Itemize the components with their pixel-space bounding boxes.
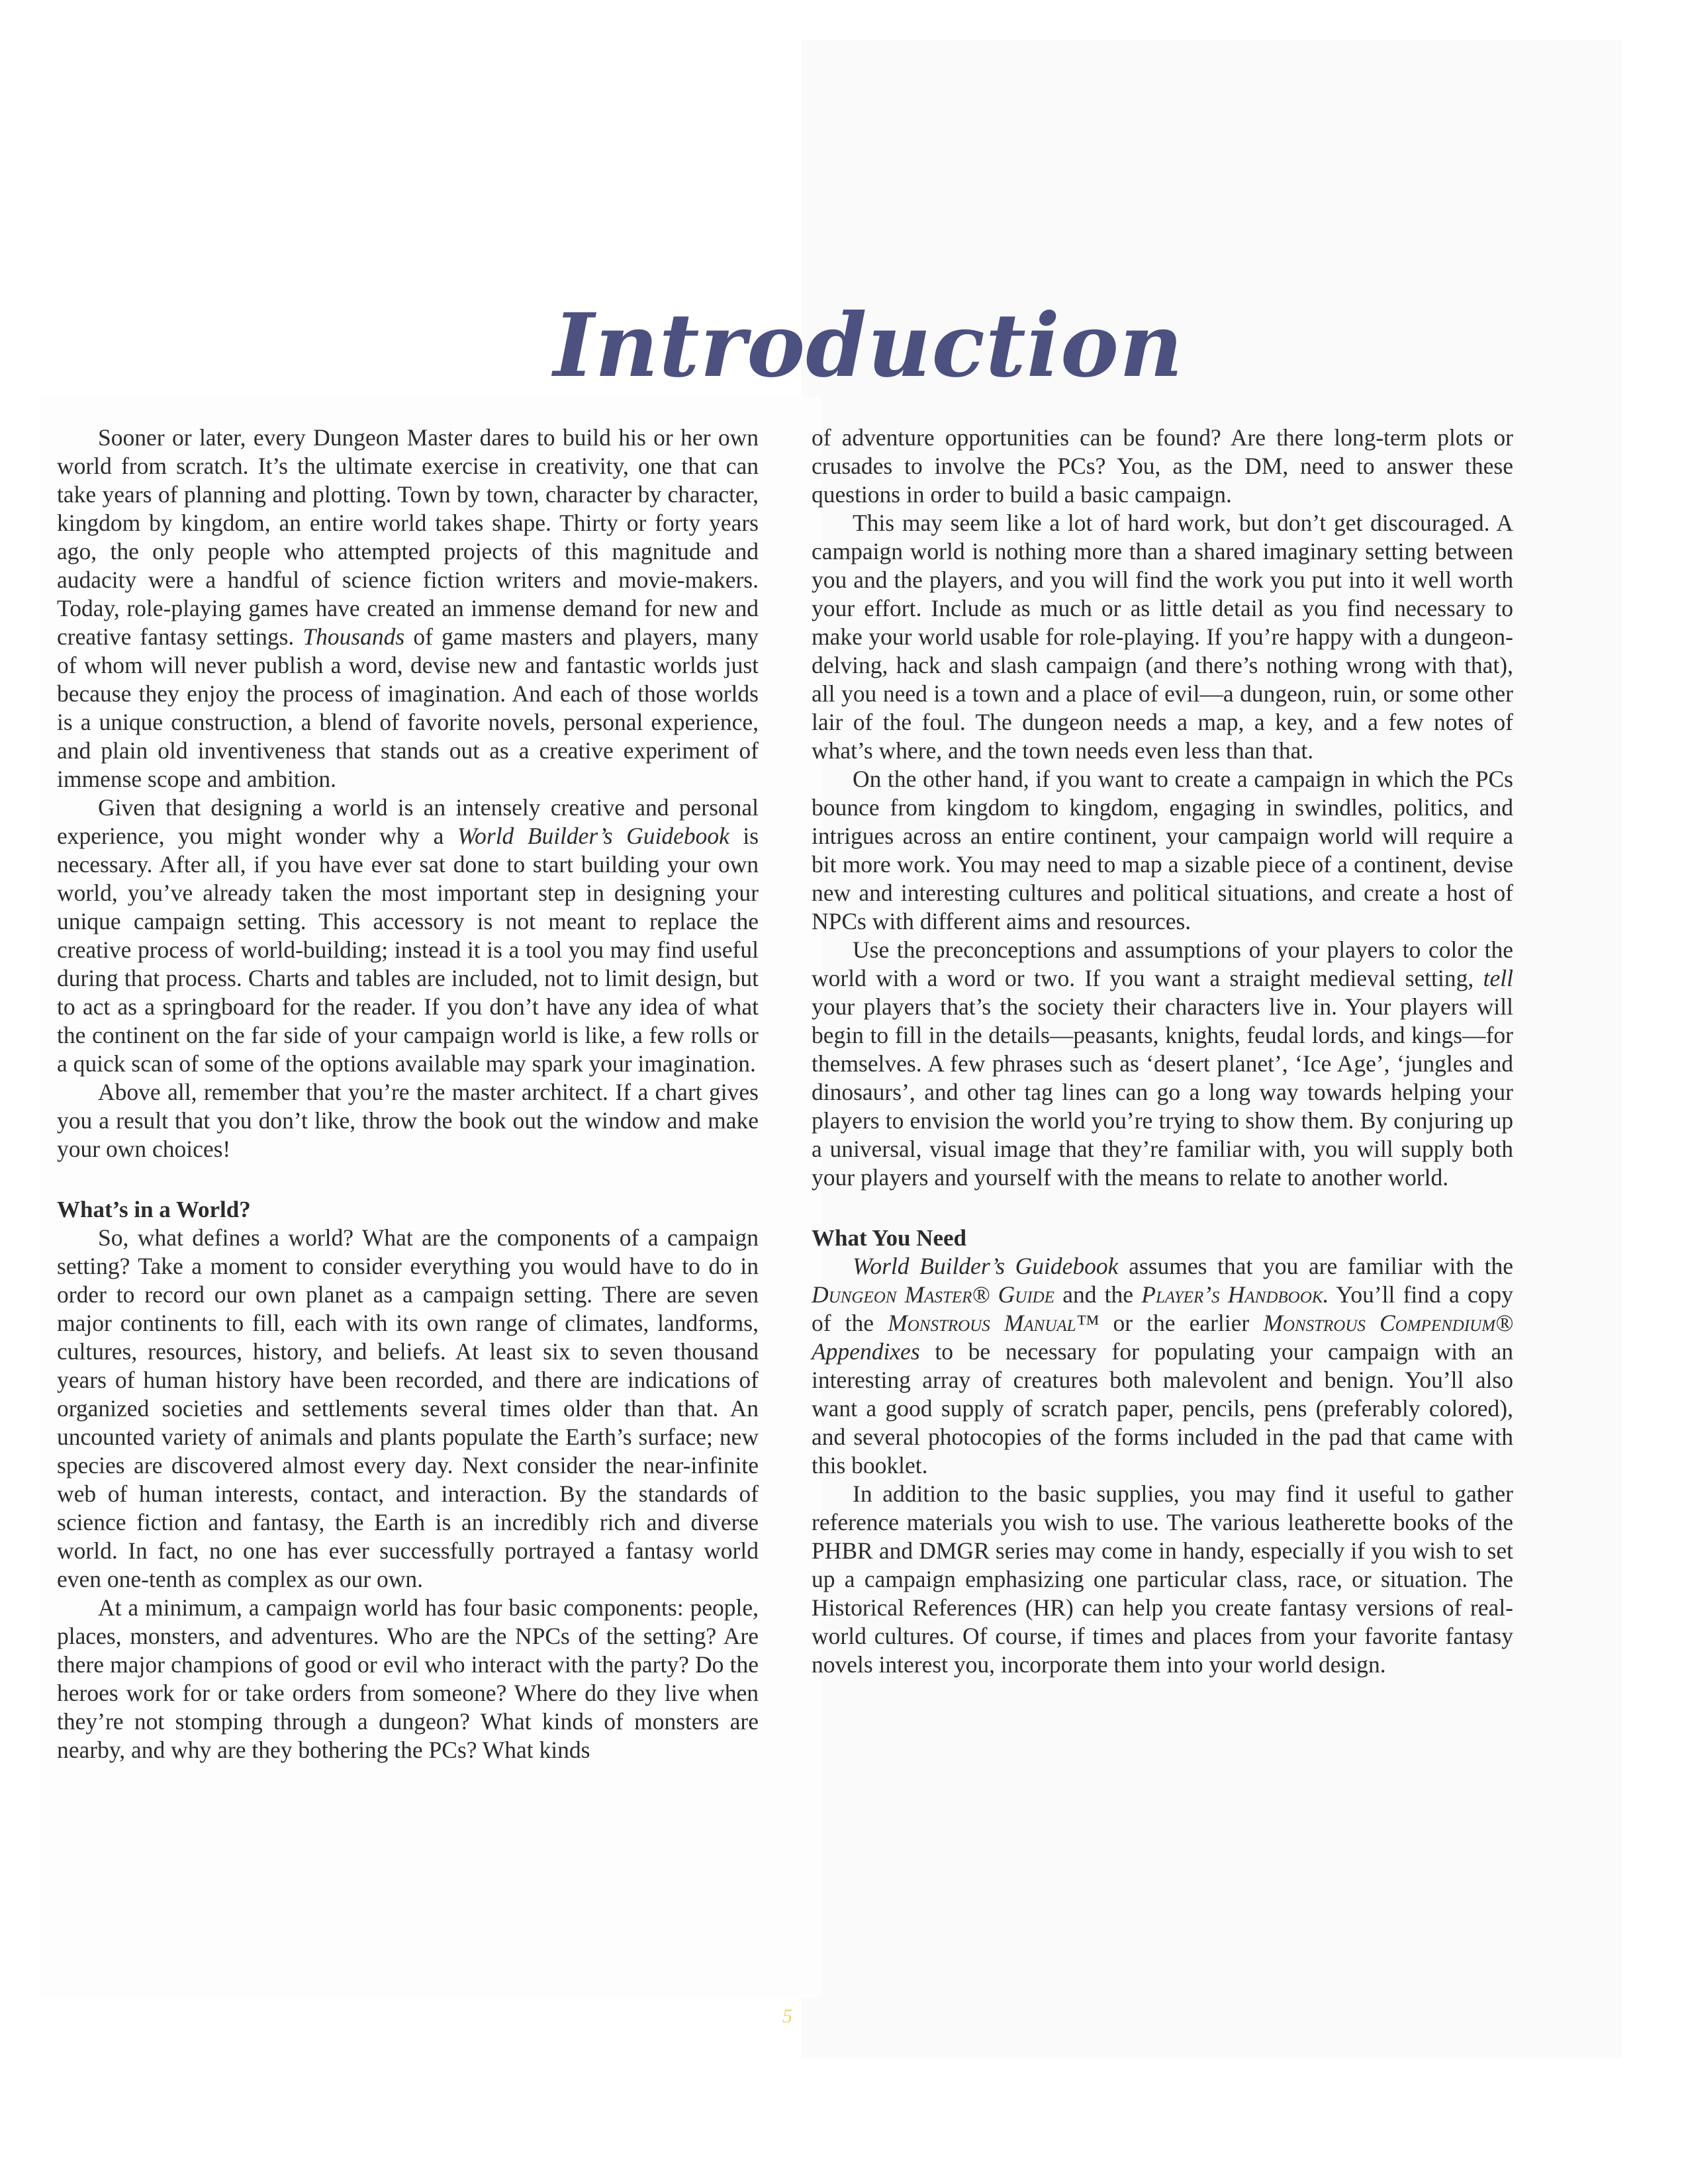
paragraph: Sooner or later, every Dungeon Master dares to build his or her own world from scratch. It’s the ultimate exercise in creativity, one that can take years of planning and plotting. Town by town, character by character, kingdom by kingdom, an entire world takes shape. Thirty or forty years ago, the only people who attempted projects of this magnitude and audacity were a handful of science fiction writers and movie-makers. Today, role-playing games have created an immense demand for new and creative fantasy settings. Thousands of game masters and players, many of whom will never publish a word, devise new and fantastic worlds just because they enjoy the process of imagination. And each of those worlds is a unique construction, a blend of favorite novels, personal experience, and plain old inventiveness that stands out as a creative experiment of immense scope and ambition. — [57, 424, 759, 792]
page-title: Introduction — [553, 295, 1184, 397]
paragraph: of adventure opportunities can be found? Are there long-term plots or crusades to involve the PCs? You, as the DM, need to answer these questions in order to build a basic campaign. — [812, 424, 1513, 508]
paragraph: Use the preconceptions and assumptions of your players to color the world with a word or two. If you want a straight medieval setting, tell your players that’s the society their characters live in. Your players will begin to fill in the details—peasants, knights, feudal lords, and kings—for themselves. A few phrases such as ‘desert planet’, ‘Ice Age’, ‘jungles and dinosaurs’, and other tag lines can go a long way towards helping your players to envision the world you’re trying to show them. By conjuring up a universal, visual image that they’re familiar with, you will supply both your players and yourself with the means to relate to another world. — [812, 936, 1514, 1191]
paragraph: This may seem like a lot of hard work, but don’t get discouraged. A campaign world is nothing more than a shared imaginary setting between you and the players, and you will find the work you put into it well worth your effort. Include as much or as little detail as you find necessary to make your world usable for role-playing. If you’re happy with a dungeon-delving, hack and slash campaign (and there’s nothing wrong with that), all you need is a town and a place of evil—a dungeon, ruin, or some other lair of the foul. The dungeon needs a map, a key, and a few notes of what’s where, and the town needs even less than that. — [812, 510, 1513, 764]
page-number: 5 — [782, 2005, 792, 2027]
paragraph: Given that designing a world is an intensely creative and personal experience, you might wonder why a World Builder’s Guidebook is necessary. After all, if you have ever sat done to start building your own world, you’ve already taken the most important step in designing your unique campaign setting. This accessory is not meant to replace the creative process of world-building; instead it is a tool you may find useful during that process. Charts and tables are included, not to limit design, but to act as a springboard for the reader. If you don’t have any idea of what the continent on the far side of your campaign world is like, a few rolls or a quick scan of some of the options available may spark your imagination. — [57, 794, 759, 1077]
section-heading: What You Need — [812, 1225, 966, 1251]
paragraph: So, what defines a world? What are the components of a campaign setting? Take a moment to consider everything you would have to do in order to record our own planet as a campaign setting. There are seven major continents to fill, each with its own range of climates, landforms, cultures, resources, history, and beliefs. At least six to seven thousand years of human history have been recorded, and there are indications of organized societies and settlements several times older than that. An uncounted variety of animals and plants populate the Earth’s surface; new species are discovered almost every day. Next consider the near-infinite web of human interests, contact, and interaction. By the standards of science fiction and fantasy, the Earth is an incredibly rich and diverse world. In fact, no one has ever successfully portrayed a fantasy world even one-tenth as complex as our own. — [57, 1224, 759, 1592]
paragraph: On the other hand, if you want to create a campaign in which the PCs bounce from kingdom to kingdom, engaging in swindles, politics, and intrigues across an entire continent, your campaign world will require a bit more work. You may need to map a sizable piece of a continent, devise new and interesting cultures and political situations, and create a host of NPCs with different aims and resources. — [812, 766, 1513, 934]
section-heading: What’s in a World? — [57, 1197, 251, 1222]
paragraph: At a minimum, a campaign world has four basic components: people, places, monsters, and adventures. Who are the NPCs of the setting? Are there major champions of good or evil who interact with the party? Do the heroes work for or take orders from someone? Where do they live when they’re not stomping through a dungeon? What kinds of monsters are nearby, and why are they bothering the PCs? What kinds — [57, 1594, 759, 1763]
paragraph: Above all, remember that you’re the master architect. If a chart gives you a result that you don’t like, throw the book out the window and make your own choices! — [57, 1079, 759, 1162]
right-column — [812, 424, 1513, 1679]
left-column — [57, 424, 759, 1764]
paragraph: World Builder’s Guidebook assumes that you are familiar with the Dungeon Master® Guide and the Player’s Handbook. You’ll find a copy of the Monstrous Manual™ or the earlier Monstrous Compendium® Appendixes to be necessary for populating your campaign with an interesting array of creatures both malevolent and benign. You’ll also want a good supply of scratch paper, pencils, pens (preferably colored), and several photocopies of the forms included in the pad that came with this booklet. — [812, 1253, 1514, 1479]
paragraph: In addition to the basic supplies, you may find it useful to gather reference materials you wish to use. The various leatherette books of the PHBR and DMGR series may come in handy, especially if you wish to set up a campaign emphasizing one particular class, race, or situation. The Historical References (HR) can help you create fantasy versions of real-world cultures. Of course, if times and places from your favorite fantasy novels interest you, incorporate them into your world design. — [812, 1480, 1513, 1678]
